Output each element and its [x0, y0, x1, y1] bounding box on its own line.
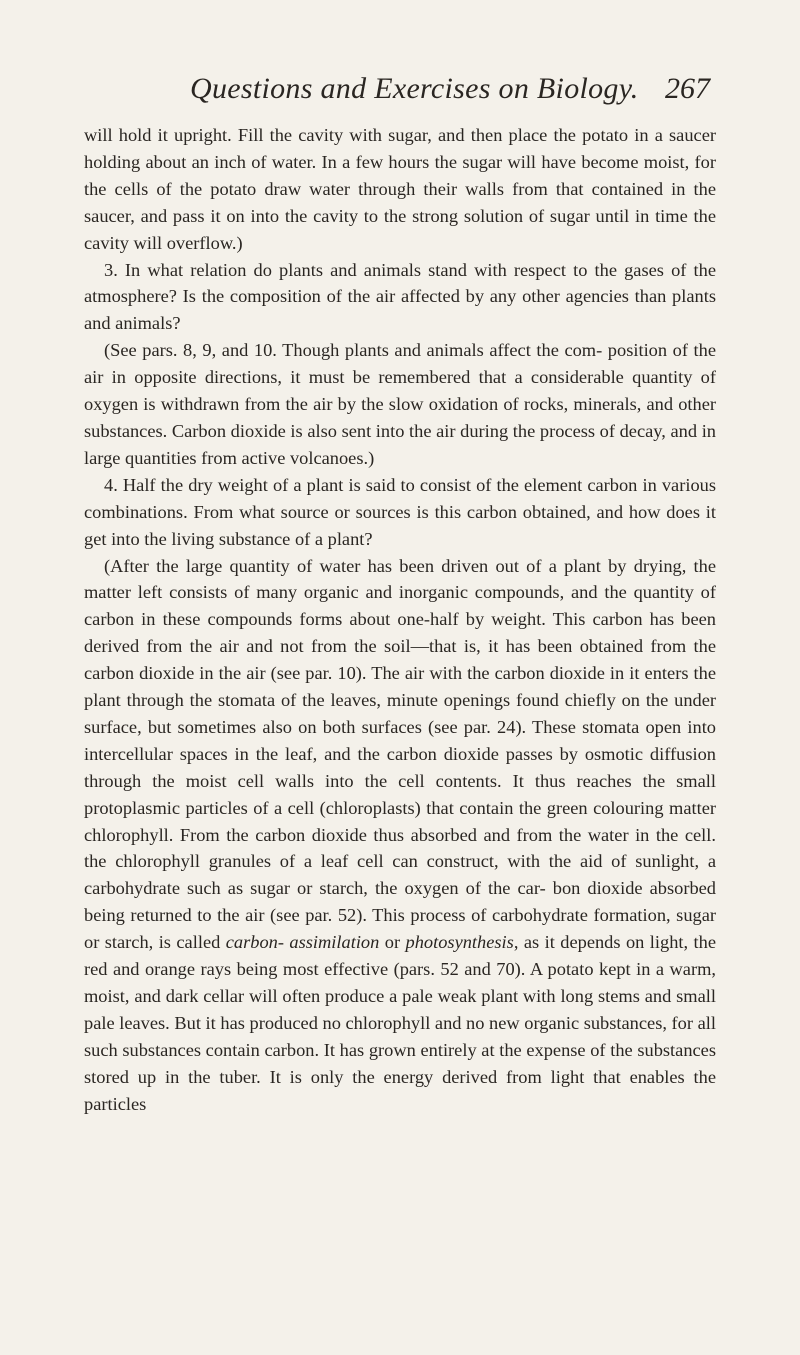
answer-4-or: or — [379, 932, 406, 953]
question-4: 4. Half the dry weight of a plant is said to consist of the element carbon in various combinations. From what source or sources is this carbon obtained, and how does it get into the living substance of a plant? — [84, 474, 716, 549]
running-head-title: Questions and Exercises on Biology. — [190, 72, 639, 105]
page-number: 267 — [665, 72, 710, 105]
term-carbon-assimilation: carbon- assimilation — [225, 932, 380, 953]
answer-4-text-part2: , as it depends on light, the red and orange rays being most effective (pars. 52 and 70). A potato kept in a warm, moist, and dark cellar will often produce a pale weak plant with long stems and small pale leaves. But it has produced no chlorophyll and no new organic substances, for all such substances contain carbon. It has grown entirely at the expense of the substances stored up in the tuber. It is only the energy derived from light that enables the particles — [84, 932, 717, 1114]
answer-4 — [84, 553, 716, 1118]
continued-paragraph: will hold it upright. Fill the cavity with sugar, and then place the potato in a saucer holding about an inch of water. In a few hours the sugar will have become moist, for the cells of the potato draw water through their walls from that contained in the saucer, and pass it on into the cavity to the strong solution of sugar until in time the cavity will overflow.) — [84, 125, 716, 253]
answer-3: (See pars. 8, 9, and 10. Though plants and animals affect the com- position of the air in opposite directions, it must be remembered that a considerable quantity of oxygen is withdrawn from the air by the slow oxidation of rocks, minerals, and other substances. Carbon dioxide is also sent into the air during the process of decay, and in large quantities from active volcanoes.) — [84, 340, 716, 468]
answer-4-text-part1: (After the large quantity of water has been driven out of a plant by drying, the matter left consists of many organic and inorganic compounds, and the quantity of carbon in these compounds forms about one-half by weight. This carbon has been derived from the air and not from the soil—that is, it has been obtained from the carbon dioxide in the air (see par. 10). The air with the carbon dioxide in it enters the plant through the stomata of the leaves, minute openings found chiefly on the under surface, but sometimes also on both surfaces (see par. 24). These stomata open into intercellular spaces in the leaf, and the carbon dioxide passes by osmotic diffusion through the moist cell walls into the cell contents. It thus reaches the small protoplasmic particles of a cell (chloroplasts) that contain the green colouring matter chlorophyll. From the carbon dioxide thus absorbed and from the water in the cell. the chlorophyll granules of a leaf cell can construct, with the aid of sunlight, a carbohydrate such as sugar or starch, the oxygen of the car- bon dioxide absorbed being returned to the air (see par. 52). This process of carbohydrate formation, sugar or starch, is called — [84, 555, 716, 953]
term-photosynthesis: photosynthesis — [405, 932, 514, 953]
question-3: 3. In what relation do plants and animals stand with respect to the gases of the atmosphere? Is the composition of the air affected by any other agencies than plants and animals? — [84, 259, 716, 334]
body-text — [84, 122, 716, 1118]
running-head — [150, 72, 710, 112]
